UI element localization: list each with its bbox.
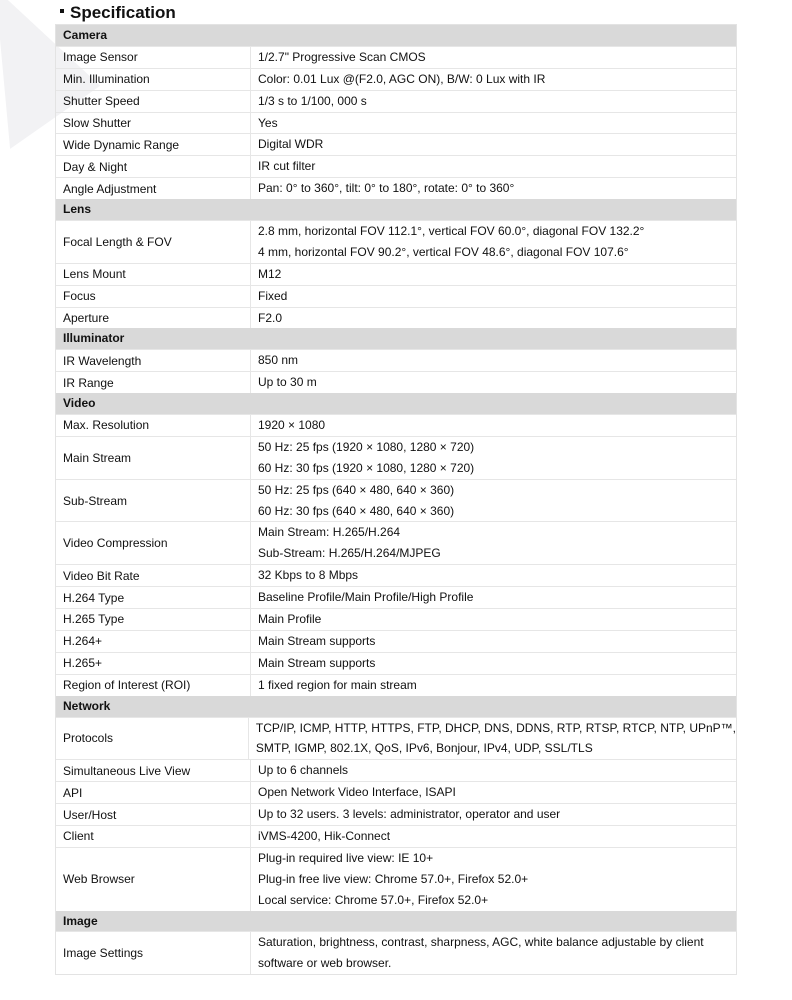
spec-label: Shutter Speed bbox=[56, 91, 251, 112]
spec-value bbox=[251, 675, 736, 696]
table-row bbox=[56, 285, 736, 307]
spec-value bbox=[251, 134, 736, 155]
table-row bbox=[56, 781, 736, 803]
spec-value-line: Local service: Chrome 57.0+, Firefox 52.0+ bbox=[258, 892, 489, 907]
spec-value bbox=[251, 308, 736, 329]
table-row bbox=[56, 479, 736, 522]
spec-label: H.265 Type bbox=[56, 609, 251, 630]
spec-value bbox=[251, 221, 736, 263]
spec-label: Video Bit Rate bbox=[56, 565, 251, 586]
spec-value-line: IR cut filter bbox=[258, 159, 316, 174]
spec-label: H.264+ bbox=[56, 631, 251, 652]
spec-value-line: 850 nm bbox=[258, 353, 299, 368]
table-row bbox=[56, 436, 736, 479]
spec-label: API bbox=[56, 782, 251, 803]
table-row bbox=[56, 307, 736, 329]
spec-label: Angle Adjustment bbox=[56, 178, 251, 199]
spec-value-line: 50 Hz: 25 fps (640 × 480, 640 × 360) bbox=[258, 482, 455, 497]
title-text: Specification bbox=[70, 3, 176, 22]
spec-value bbox=[251, 372, 736, 393]
spec-value-line: Main Stream: H.265/H.264 bbox=[258, 525, 401, 540]
spec-value-line: Up to 32 users. 3 levels: administrator, operator and user bbox=[258, 807, 561, 822]
table-row bbox=[56, 414, 736, 436]
table-row bbox=[56, 177, 736, 199]
table-row bbox=[56, 717, 736, 760]
spec-label: Min. Illumination bbox=[56, 69, 251, 90]
spec-value bbox=[249, 718, 736, 760]
spec-value bbox=[251, 113, 736, 134]
table-row bbox=[56, 371, 736, 393]
spec-label: Protocols bbox=[56, 718, 249, 760]
spec-value bbox=[251, 350, 736, 371]
spec-value bbox=[251, 480, 736, 522]
spec-value-line: Digital WDR bbox=[258, 137, 324, 152]
section-header: Network bbox=[56, 696, 736, 717]
table-row bbox=[56, 803, 736, 825]
spec-label: H.265+ bbox=[56, 653, 251, 674]
spec-value-line: software or web browser. bbox=[258, 956, 392, 971]
spec-label: Focal Length & FOV bbox=[56, 221, 251, 263]
spec-value-line: 60 Hz: 30 fps (640 × 480, 640 × 360) bbox=[258, 503, 455, 518]
spec-value bbox=[251, 565, 736, 586]
spec-value bbox=[251, 804, 736, 825]
spec-value bbox=[251, 415, 736, 436]
spec-value bbox=[251, 848, 736, 911]
spec-label: H.264 Type bbox=[56, 587, 251, 608]
spec-value bbox=[251, 932, 736, 974]
spec-label: Region of Interest (ROI) bbox=[56, 675, 251, 696]
table-row bbox=[56, 674, 736, 696]
spec-value-line: Up to 6 channels bbox=[258, 763, 349, 778]
spec-label: User/Host bbox=[56, 804, 251, 825]
spec-value-line: Open Network Video Interface, ISAPI bbox=[258, 785, 456, 800]
table-row bbox=[56, 759, 736, 781]
table-row bbox=[56, 68, 736, 90]
table-row bbox=[56, 155, 736, 177]
table-row bbox=[56, 133, 736, 155]
spec-label: Simultaneous Live View bbox=[56, 760, 251, 781]
spec-label: IR Range bbox=[56, 372, 251, 393]
table-row bbox=[56, 652, 736, 674]
spec-value bbox=[251, 286, 736, 307]
spec-label: Main Stream bbox=[56, 437, 251, 479]
spec-value-line: 50 Hz: 25 fps (1920 × 1080, 1280 × 720) bbox=[258, 439, 475, 454]
spec-label: Image Sensor bbox=[56, 47, 251, 68]
table-row bbox=[56, 112, 736, 134]
spec-label: Sub-Stream bbox=[56, 480, 251, 522]
spec-value-line: Pan: 0° to 360°, tilt: 0° to 180°, rotate: 0° to 360° bbox=[258, 181, 515, 196]
spec-label: Client bbox=[56, 826, 251, 847]
spec-label: IR Wavelength bbox=[56, 350, 251, 371]
spec-value bbox=[251, 826, 736, 847]
spec-label: Wide Dynamic Range bbox=[56, 134, 251, 155]
table-row bbox=[56, 586, 736, 608]
spec-value-line: 1 fixed region for main stream bbox=[258, 677, 417, 692]
spec-value-line: SMTP, IGMP, 802.1X, QoS, IPv6, Bonjour, IPv4, UDP, SSL/TLS bbox=[255, 741, 593, 756]
spec-value bbox=[251, 264, 736, 285]
spec-value-line: 1/2.7" Progressive Scan CMOS bbox=[258, 49, 426, 64]
section-header: Image bbox=[56, 911, 736, 932]
spec-value-line: Fixed bbox=[258, 288, 288, 303]
spec-value-line: Main Profile bbox=[258, 612, 322, 627]
spec-value-line: 32 Kbps to 8 Mbps bbox=[258, 568, 359, 583]
spec-value-line: Yes bbox=[258, 115, 278, 130]
spec-value-line: 4 mm, horizontal FOV 90.2°, vertical FOV 48.6°, diagonal FOV 107.6° bbox=[258, 244, 629, 259]
spec-label: Max. Resolution bbox=[56, 415, 251, 436]
spec-value-line: Main Stream supports bbox=[258, 655, 376, 670]
spec-value-line: Saturation, brightness, contrast, sharpness, AGC, white balance adjustable by client bbox=[258, 935, 704, 950]
spec-value-line: Main Stream supports bbox=[258, 633, 376, 648]
spec-value-line: 1920 × 1080 bbox=[258, 418, 326, 433]
table-row bbox=[56, 608, 736, 630]
spec-label: Web Browser bbox=[56, 848, 251, 911]
spec-value bbox=[251, 437, 736, 479]
spec-value bbox=[251, 91, 736, 112]
spec-value-line: Plug-in required live view: IE 10+ bbox=[258, 850, 434, 865]
spec-value-line: 2.8 mm, horizontal FOV 112.1°, vertical FOV 60.0°, diagonal FOV 132.2° bbox=[258, 224, 645, 239]
spec-value bbox=[251, 156, 736, 177]
table-row bbox=[56, 847, 736, 911]
section-header: Camera bbox=[56, 25, 736, 46]
spec-label: Slow Shutter bbox=[56, 113, 251, 134]
bullet-icon bbox=[60, 9, 64, 13]
spec-value-line: 1/3 s to 1/100, 000 s bbox=[258, 93, 367, 108]
spec-value-line: 60 Hz: 30 fps (1920 × 1080, 1280 × 720) bbox=[258, 460, 475, 475]
table-row bbox=[56, 630, 736, 652]
section-header: Lens bbox=[56, 199, 736, 220]
spec-value-line: M12 bbox=[258, 266, 282, 281]
spec-value bbox=[251, 47, 736, 68]
table-row bbox=[56, 220, 736, 263]
specification-table bbox=[55, 24, 737, 975]
spec-label: Image Settings bbox=[56, 932, 251, 974]
spec-value-line: Up to 30 m bbox=[258, 375, 317, 390]
table-row bbox=[56, 349, 736, 371]
table-row bbox=[56, 825, 736, 847]
spec-value bbox=[251, 653, 736, 674]
spec-value bbox=[251, 631, 736, 652]
spec-label: Aperture bbox=[56, 308, 251, 329]
spec-value-line: iVMS-4200, Hik-Connect bbox=[258, 828, 391, 843]
page-title bbox=[60, 3, 176, 23]
table-row bbox=[56, 90, 736, 112]
spec-value-line: Plug-in free live view: Chrome 57.0+, Firefox 52.0+ bbox=[258, 871, 529, 886]
spec-value bbox=[251, 587, 736, 608]
table-row bbox=[56, 931, 736, 974]
table-row bbox=[56, 46, 736, 68]
spec-label: Lens Mount bbox=[56, 264, 251, 285]
spec-value bbox=[251, 760, 736, 781]
section-header: Video bbox=[56, 393, 736, 414]
spec-value-line: Baseline Profile/Main Profile/High Profile bbox=[258, 590, 474, 605]
section-header: Illuminator bbox=[56, 328, 736, 349]
spec-value-line: F2.0 bbox=[258, 310, 283, 325]
spec-label: Day & Night bbox=[56, 156, 251, 177]
spec-value bbox=[251, 69, 736, 90]
spec-value-line: TCP/IP, ICMP, HTTP, HTTPS, FTP, DHCP, DNS, DDNS, RTP, RTSP, RTCP, NTP, UPnP™, bbox=[255, 720, 736, 735]
table-row bbox=[56, 263, 736, 285]
spec-label: Video Compression bbox=[56, 522, 251, 564]
spec-label: Focus bbox=[56, 286, 251, 307]
table-row bbox=[56, 521, 736, 564]
table-row bbox=[56, 564, 736, 586]
spec-value bbox=[251, 609, 736, 630]
spec-value bbox=[251, 522, 736, 564]
spec-value-line: Color: 0.01 Lux @(F2.0, AGC ON), B/W: 0 Lux with IR bbox=[258, 71, 546, 86]
spec-value bbox=[251, 782, 736, 803]
spec-value bbox=[251, 178, 736, 199]
spec-value-line: Sub-Stream: H.265/H.264/MJPEG bbox=[258, 546, 441, 561]
